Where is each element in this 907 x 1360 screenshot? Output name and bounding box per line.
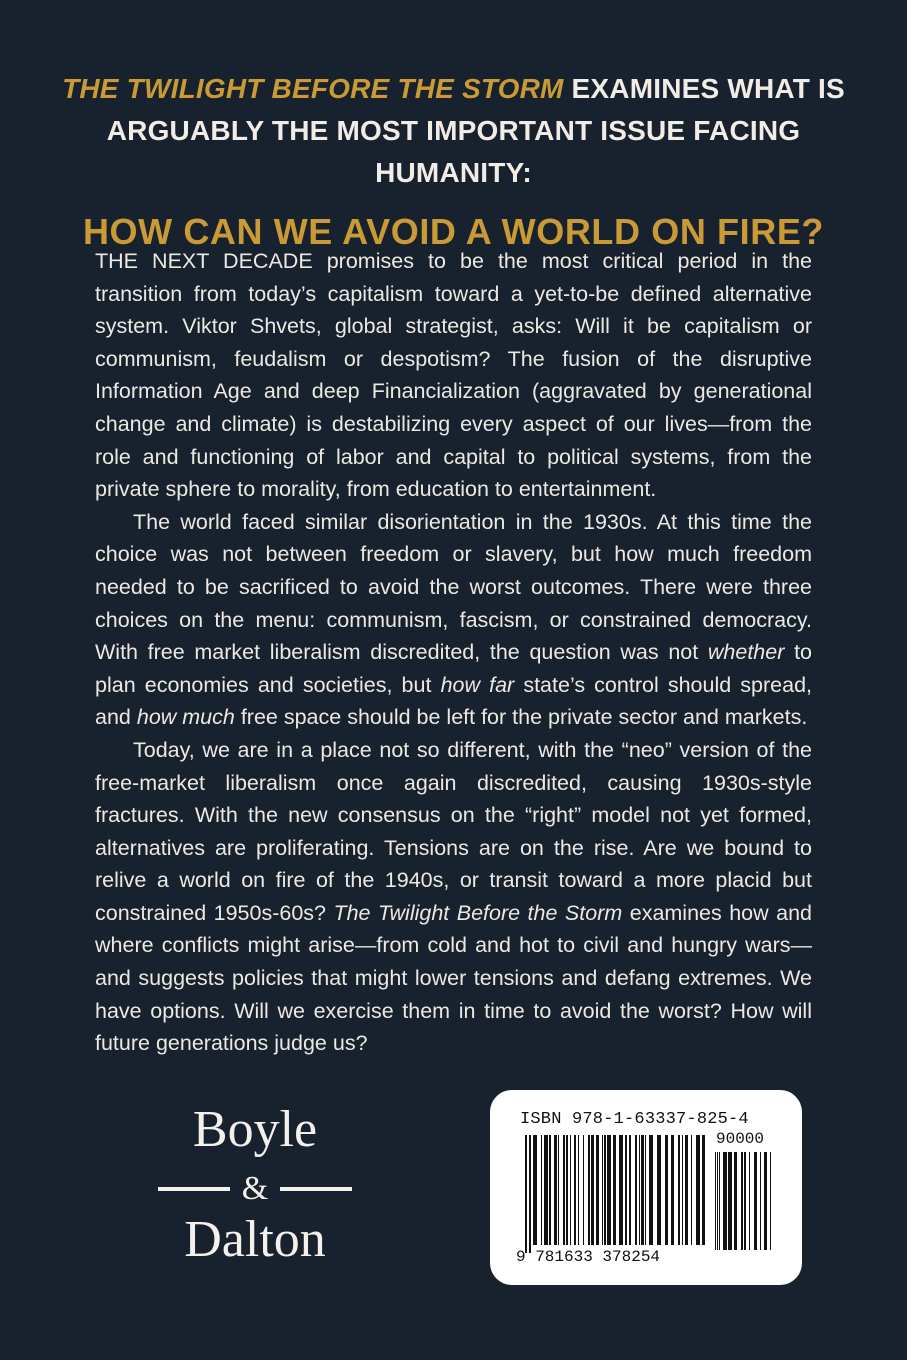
barcode-bar	[544, 1135, 548, 1245]
headline-line-2: ARGUABLY THE MOST IMPORTANT ISSUE FACING HUMANITY:	[106, 115, 801, 188]
addon-barcode-bar	[719, 1152, 720, 1250]
publisher-logo	[150, 1100, 360, 1280]
paragraph-2-text-c: state’s control should spread, and	[95, 672, 813, 730]
barcode-bar	[554, 1135, 557, 1245]
barcode-bar	[641, 1135, 644, 1245]
emphasis-whether: whether	[707, 640, 785, 665]
paragraph-2-text-d: free space should be left for the private sector and markets.	[234, 705, 808, 730]
isbn-label: ISBN 978-1-63337-825-4	[520, 1110, 749, 1129]
addon-barcode-bar	[715, 1152, 716, 1250]
publisher-ampersand: &	[241, 1170, 269, 1207]
addon-barcode-bar	[770, 1152, 771, 1250]
barcode-bar	[566, 1135, 568, 1245]
paragraph-1-text: promises to be the most critical period in the transition from today’s capitalism toward a yet-to-be defined alternative system. Viktor Shvets, global strategist, asks: Will it be capitalism or communism, feudalism or despotism? The fusion of the disruptive Information Age and deep Financialization (aggravated by generational change and climate) is destabilizing every aspect of our lives—from the role and functioning of labor and capital to political systems, from the private sphere to morality, from education to entertainment.	[95, 249, 813, 502]
blurb-paragraph-3	[95, 734, 812, 1060]
logo-rule-right	[280, 1187, 352, 1191]
barcode-bar	[563, 1135, 565, 1245]
headline	[60, 68, 847, 254]
barcode-bar	[574, 1135, 576, 1245]
barcode-bar	[696, 1135, 700, 1245]
publisher-name-boyle: Boyle	[192, 1101, 318, 1158]
emphasis-how-far: how far	[440, 672, 515, 697]
barcode-bar	[549, 1135, 551, 1245]
barcode-bar	[583, 1135, 584, 1245]
addon-barcode-bar	[760, 1152, 761, 1250]
barcode-bar	[588, 1135, 590, 1245]
barcode-bar	[645, 1135, 646, 1245]
emphasis-book-title: The Twilight Before the Storm	[333, 900, 623, 925]
publisher-name-dalton: Dalton	[184, 1211, 326, 1268]
addon-barcode-bar	[734, 1152, 737, 1250]
isbn-barcode-panel	[490, 1090, 802, 1285]
barcode-bar	[671, 1135, 674, 1245]
barcode-bar	[570, 1135, 571, 1245]
addon-barcode-bar	[741, 1152, 743, 1250]
blurb-paragraph-2	[95, 506, 812, 734]
barcode-bar	[702, 1135, 705, 1245]
barcode-bar	[541, 1135, 542, 1245]
emphasis-how-much: how much	[136, 705, 235, 730]
barcode-bar	[649, 1135, 653, 1245]
barcode-guard-bar	[529, 1135, 531, 1253]
barcode-bar	[591, 1135, 594, 1245]
addon-barcode-bar	[728, 1152, 732, 1250]
addon-barcode-bar	[717, 1152, 718, 1250]
book-title: THE TWILIGHT BEFORE THE STORM	[62, 73, 564, 104]
barcode-bar	[685, 1135, 688, 1245]
blurb-paragraph-1	[95, 245, 812, 506]
headline-line-1	[60, 68, 847, 110]
barcode-bar	[635, 1135, 637, 1245]
barcode-bar	[625, 1135, 627, 1245]
barcode-bar	[665, 1135, 668, 1245]
barcode-bar	[607, 1135, 611, 1245]
barcode-bar	[604, 1135, 606, 1245]
paragraph-2-text-a: The world faced similar disorientation in the 1930s. At this time the choice was not between freedom or slavery, but how much freedom needed to be sacrificed to avoid the worst outcomes. There were three choices on the menu: communism, fascism, or constrained democracy. With free market liberalism discredited, the question was not	[95, 509, 812, 665]
lead-in: THE NEXT DECADE	[95, 249, 313, 273]
addon-barcode-bar	[764, 1152, 767, 1250]
barcode-bar	[613, 1135, 616, 1245]
barcode-bar	[682, 1135, 683, 1245]
blurb	[95, 245, 812, 1060]
addon-barcode-bar	[749, 1152, 750, 1250]
barcode-bar	[619, 1135, 623, 1245]
barcode-digits: 9 781633 378254	[516, 1248, 661, 1266]
price-addon-number: 90000	[716, 1130, 765, 1148]
barcode-guard-bar	[525, 1135, 527, 1253]
barcode-bar	[691, 1135, 692, 1245]
addon-barcode-bar	[754, 1152, 757, 1250]
headline-question: HOW CAN WE AVOID A WORLD ON FIRE?	[82, 211, 825, 252]
paragraph-2-text-b: to plan economies and societies, but	[95, 640, 812, 697]
headline-line-1-rest: EXAMINES WHAT IS	[563, 73, 845, 104]
barcode-bar	[602, 1135, 603, 1245]
paragraph-3-text-a: Today, we are in a place not so different, with the “neo” version of the free-market liberalism once again discredited, causing 1930s-style fractures. With the new consensus on the “right” model not yet formed, alternatives are proliferating. Tensions are on the rise. Are we bound to relive a world on fire of the 1940s, or transit toward a more placid but constrained 1950s-60s?	[95, 737, 812, 925]
barcode-bar	[558, 1135, 559, 1245]
barcode-bar	[533, 1135, 537, 1245]
paragraph-3-text-b: examines how and where conflicts might arise—from cold and hot to civil and hungry wars—and suggests policies that might lower tensions and defang extremes. We have options. Will we exercise them in time to avoid the worst? How will future generations judge us?	[95, 900, 813, 1056]
barcode-bar	[639, 1135, 640, 1245]
barcode-bar	[678, 1135, 680, 1245]
logo-rule-left	[158, 1187, 230, 1191]
barcode-bar	[657, 1135, 661, 1245]
addon-barcode-bar	[744, 1152, 746, 1250]
addon-barcode-bar	[723, 1152, 727, 1250]
barcode-bar	[578, 1135, 579, 1245]
barcode-bar	[629, 1135, 631, 1245]
barcode-bar	[596, 1135, 599, 1245]
